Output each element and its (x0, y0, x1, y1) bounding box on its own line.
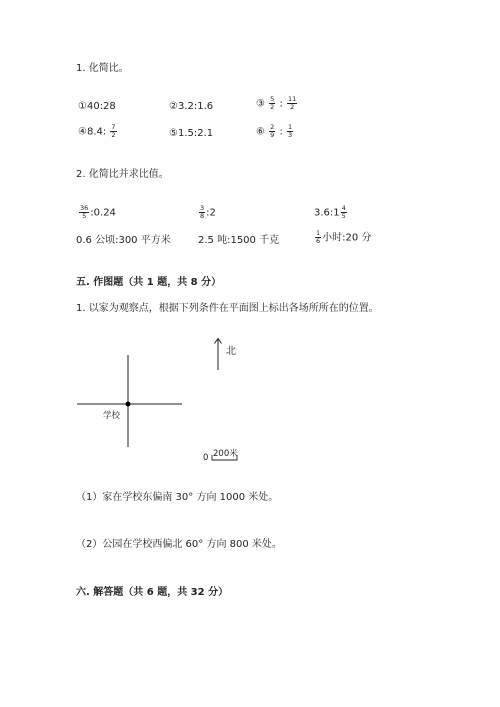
north-label: 北 (226, 346, 236, 357)
q1-item-3-label: ③ (256, 98, 265, 110)
ratio-separator: : (279, 98, 287, 110)
fraction-denominator: 2 (270, 103, 275, 111)
scale-distance-label: 200米 (213, 449, 238, 459)
fraction-denominator: 8 (200, 212, 205, 220)
section6-title: 六. 解答题（共 6 题，共 32 分） (76, 587, 229, 598)
fraction-numerator: 2 (270, 123, 275, 131)
origin-point (126, 402, 131, 407)
sub-question-2: （2）公园在学校西偏北 60° 方向 800 米处。 (76, 539, 282, 550)
q1-item-1-text: ①40:28 (78, 101, 116, 112)
fraction-numerator: 1 (288, 123, 293, 131)
fraction-denominator: 2 (111, 131, 116, 139)
fraction-numerator: 3 (200, 204, 205, 212)
q2-item-5-text: 2.5 吨:1500 千克 (198, 235, 280, 246)
fraction-numerator: 7 (111, 123, 116, 131)
q2-title: 2. 化简比并求比值。 (76, 169, 169, 180)
q2-item-4-text: 0.6 公顷:300 平方米 (76, 235, 171, 246)
q1-item-2-text: ②3.2:1.6 (169, 101, 214, 112)
q1-item-6-label: ⑥ (256, 126, 265, 138)
fraction-denominator: 5 (341, 212, 346, 220)
fraction-numerator: 36 (80, 204, 89, 212)
fraction-denominator: 3 (288, 131, 293, 139)
scale-zero-label: 0 (203, 453, 209, 463)
fraction-numerator: 11 (288, 95, 297, 103)
fraction-denominator: 9 (270, 131, 275, 139)
q1-item-4-label: ④8.4: (78, 126, 110, 138)
section5-q1: 1. 以家为观察点，根据下列条件在平面图上标出各场所所在的位置。 (76, 303, 379, 314)
q2-item-2-rest: :2 (206, 207, 216, 219)
section5-title: 五. 作图题（共 1 题，共 8 分） (76, 277, 222, 288)
ratio-separator: : (279, 126, 287, 138)
fraction-numerator: 1 (316, 229, 321, 237)
sub-question-1: （1）家在学校东偏南 30° 方向 1000 米处。 (76, 492, 279, 503)
fraction-numerator: 4 (341, 204, 346, 212)
q2-item-6-rest: 小时:20 分 (322, 232, 372, 244)
north-arrow (215, 339, 222, 371)
fraction-numerator: 5 (270, 95, 275, 103)
fraction-denominator: 2 (290, 103, 295, 111)
fraction-denominator: 6 (316, 237, 321, 245)
q1-item-5-text: ⑤1.5:2.1 (169, 128, 214, 139)
fraction-denominator: 5 (82, 212, 87, 220)
q1-title: 1. 化简比。 (76, 63, 129, 74)
origin-label: 学校 (103, 411, 121, 421)
q2-item-3-pre: 3.6:1 (314, 207, 340, 219)
q2-item-1-rest: :0.24 (90, 207, 116, 219)
